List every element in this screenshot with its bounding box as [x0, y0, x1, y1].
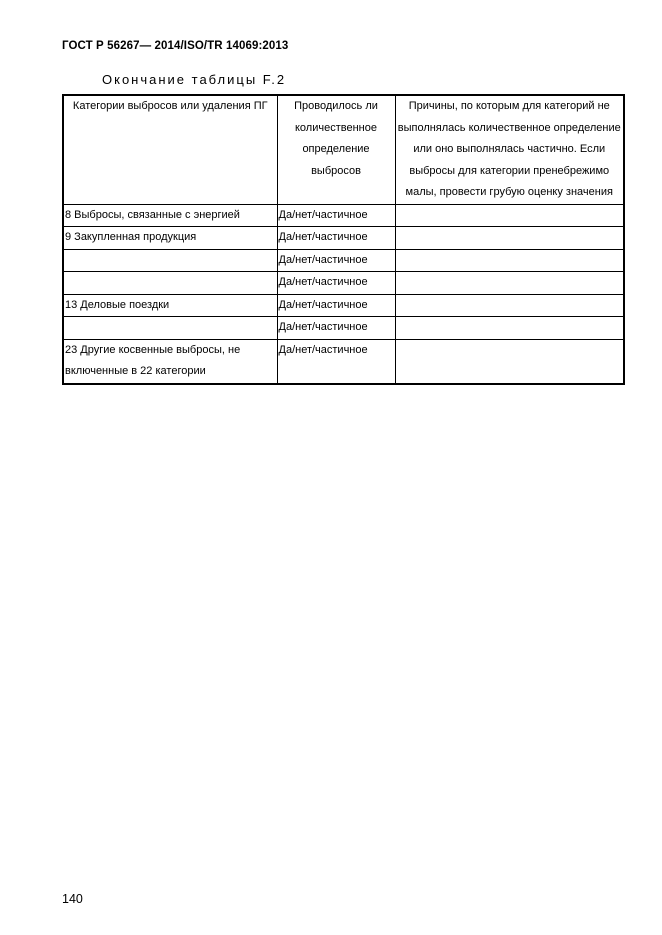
reason-cell	[395, 294, 624, 317]
table-row	[63, 227, 624, 250]
category-cell	[63, 249, 277, 272]
page-number: 140	[62, 892, 83, 906]
column-header-category: Категории выбросов или удаления ПГ	[63, 95, 277, 204]
status-cell: Да/нет/частичное	[277, 294, 395, 317]
column-header-reasons: Причины, по которым для категорий не выполнялась количественное определение или оно выполнялась частично. Если выбросы для категории пренебрежимо малы, провести грубую оценку значения	[395, 95, 624, 204]
document-header: ГОСТ Р 56267— 2014/ISO/TR 14069:2013	[62, 40, 289, 52]
reason-cell	[395, 317, 624, 340]
table-row	[63, 204, 624, 227]
reason-cell	[395, 339, 624, 384]
column-header-quantified: Проводилось ли количественное определение выбросов	[277, 95, 395, 204]
status-cell: Да/нет/частичное	[277, 339, 395, 384]
status-cell: Да/нет/частичное	[277, 317, 395, 340]
status-cell: Да/нет/частичное	[277, 204, 395, 227]
table-row	[63, 317, 624, 340]
category-cell: 13 Деловые поездки	[63, 294, 277, 317]
category-cell: 23 Другие косвенные выбросы, не включенные в 22 категории	[63, 339, 277, 384]
reason-cell	[395, 272, 624, 295]
status-cell: Да/нет/частичное	[277, 249, 395, 272]
status-cell: Да/нет/частичное	[277, 227, 395, 250]
table-row	[63, 272, 624, 295]
reason-cell	[395, 227, 624, 250]
table-row	[63, 339, 624, 384]
category-cell: 8 Выбросы, связанные с энергией	[63, 204, 277, 227]
category-cell	[63, 272, 277, 295]
category-cell: 9 Закупленная продукция	[63, 227, 277, 250]
status-cell: Да/нет/частичное	[277, 272, 395, 295]
table-header-row	[63, 95, 624, 204]
reason-cell	[395, 249, 624, 272]
emissions-table	[62, 94, 625, 385]
table-row	[63, 249, 624, 272]
table-row	[63, 294, 624, 317]
table-caption: Окончание таблицы F.2	[102, 72, 287, 87]
reason-cell	[395, 204, 624, 227]
category-cell	[63, 317, 277, 340]
